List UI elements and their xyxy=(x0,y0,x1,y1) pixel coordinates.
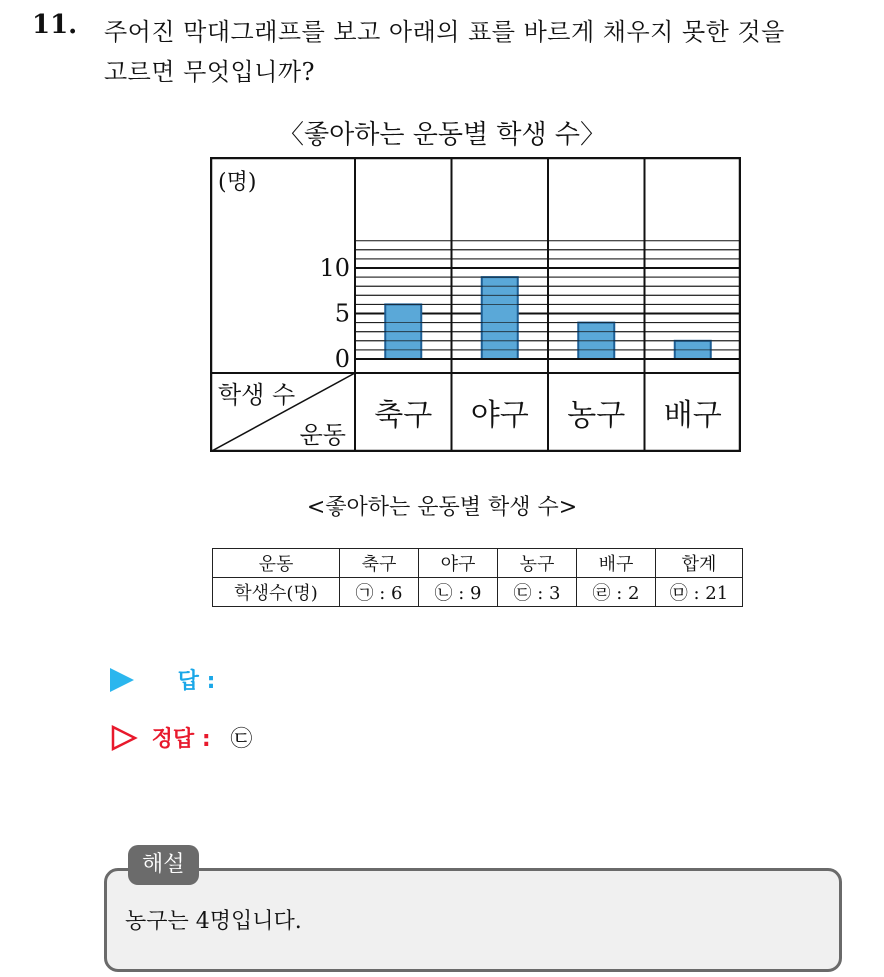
table-cell: ㉣ : 2 xyxy=(577,578,656,607)
correct-answer-row xyxy=(110,722,252,753)
y-tick-label: 5 xyxy=(334,299,350,328)
x-category-label: 농구 xyxy=(567,398,626,433)
x-category-label: 배구 xyxy=(663,398,722,433)
outline-triangle-icon xyxy=(110,724,138,752)
table-row xyxy=(213,578,743,607)
table-cell: 학생수(명) xyxy=(213,578,340,607)
correct-answer-value: ㉢ xyxy=(230,727,253,752)
explanation-tab: 해설 xyxy=(128,845,199,885)
data-table xyxy=(212,548,743,607)
question-number: 11. xyxy=(32,10,78,40)
table-header-row xyxy=(213,549,743,578)
table-header-cell: 합계 xyxy=(656,549,743,578)
answer-label: 답 : xyxy=(177,669,216,694)
corner-top-label: 학생 수 xyxy=(218,381,296,409)
table-header-cell: 농구 xyxy=(498,549,577,578)
bar-chart-svg xyxy=(210,157,741,452)
chart-title: 〈좋아하는 운동별 학생 수〉 xyxy=(278,120,606,150)
correct-answer-label: 정답 : xyxy=(151,727,211,752)
explanation-text: 농구는 4명입니다. xyxy=(125,909,302,934)
table-header-cell: 야구 xyxy=(419,549,498,578)
x-category-label: 축구 xyxy=(374,398,433,433)
table-cell: ㉠ : 6 xyxy=(340,578,419,607)
question-text-line-1: 주어진 막대그래프를 보고 아래의 표를 바르게 채우지 못한 것을 xyxy=(104,18,785,46)
table-header-cell: 배구 xyxy=(577,549,656,578)
y-tick-label: 0 xyxy=(334,345,350,373)
corner-bottom-label: 운동 xyxy=(299,421,346,449)
bar xyxy=(482,277,518,359)
y-unit-label: (명) xyxy=(218,170,257,195)
table-cell: ㉢ : 3 xyxy=(498,578,577,607)
table-header-cell: 운동 xyxy=(213,549,340,578)
table-header-cell: 축구 xyxy=(340,549,419,578)
play-triangle-icon xyxy=(110,668,134,692)
question-text-line-2: 고르면 무엇입니까? xyxy=(104,58,315,86)
table-cell: ㉡ : 9 xyxy=(419,578,498,607)
bar-chart xyxy=(210,157,741,452)
y-tick-label: 10 xyxy=(319,254,350,282)
x-category-label: 야구 xyxy=(470,398,529,433)
table-cell: ㉤ : 21 xyxy=(656,578,743,607)
answer-row xyxy=(110,664,215,695)
table-title: <좋아하는 운동별 학생 수> xyxy=(306,495,578,520)
